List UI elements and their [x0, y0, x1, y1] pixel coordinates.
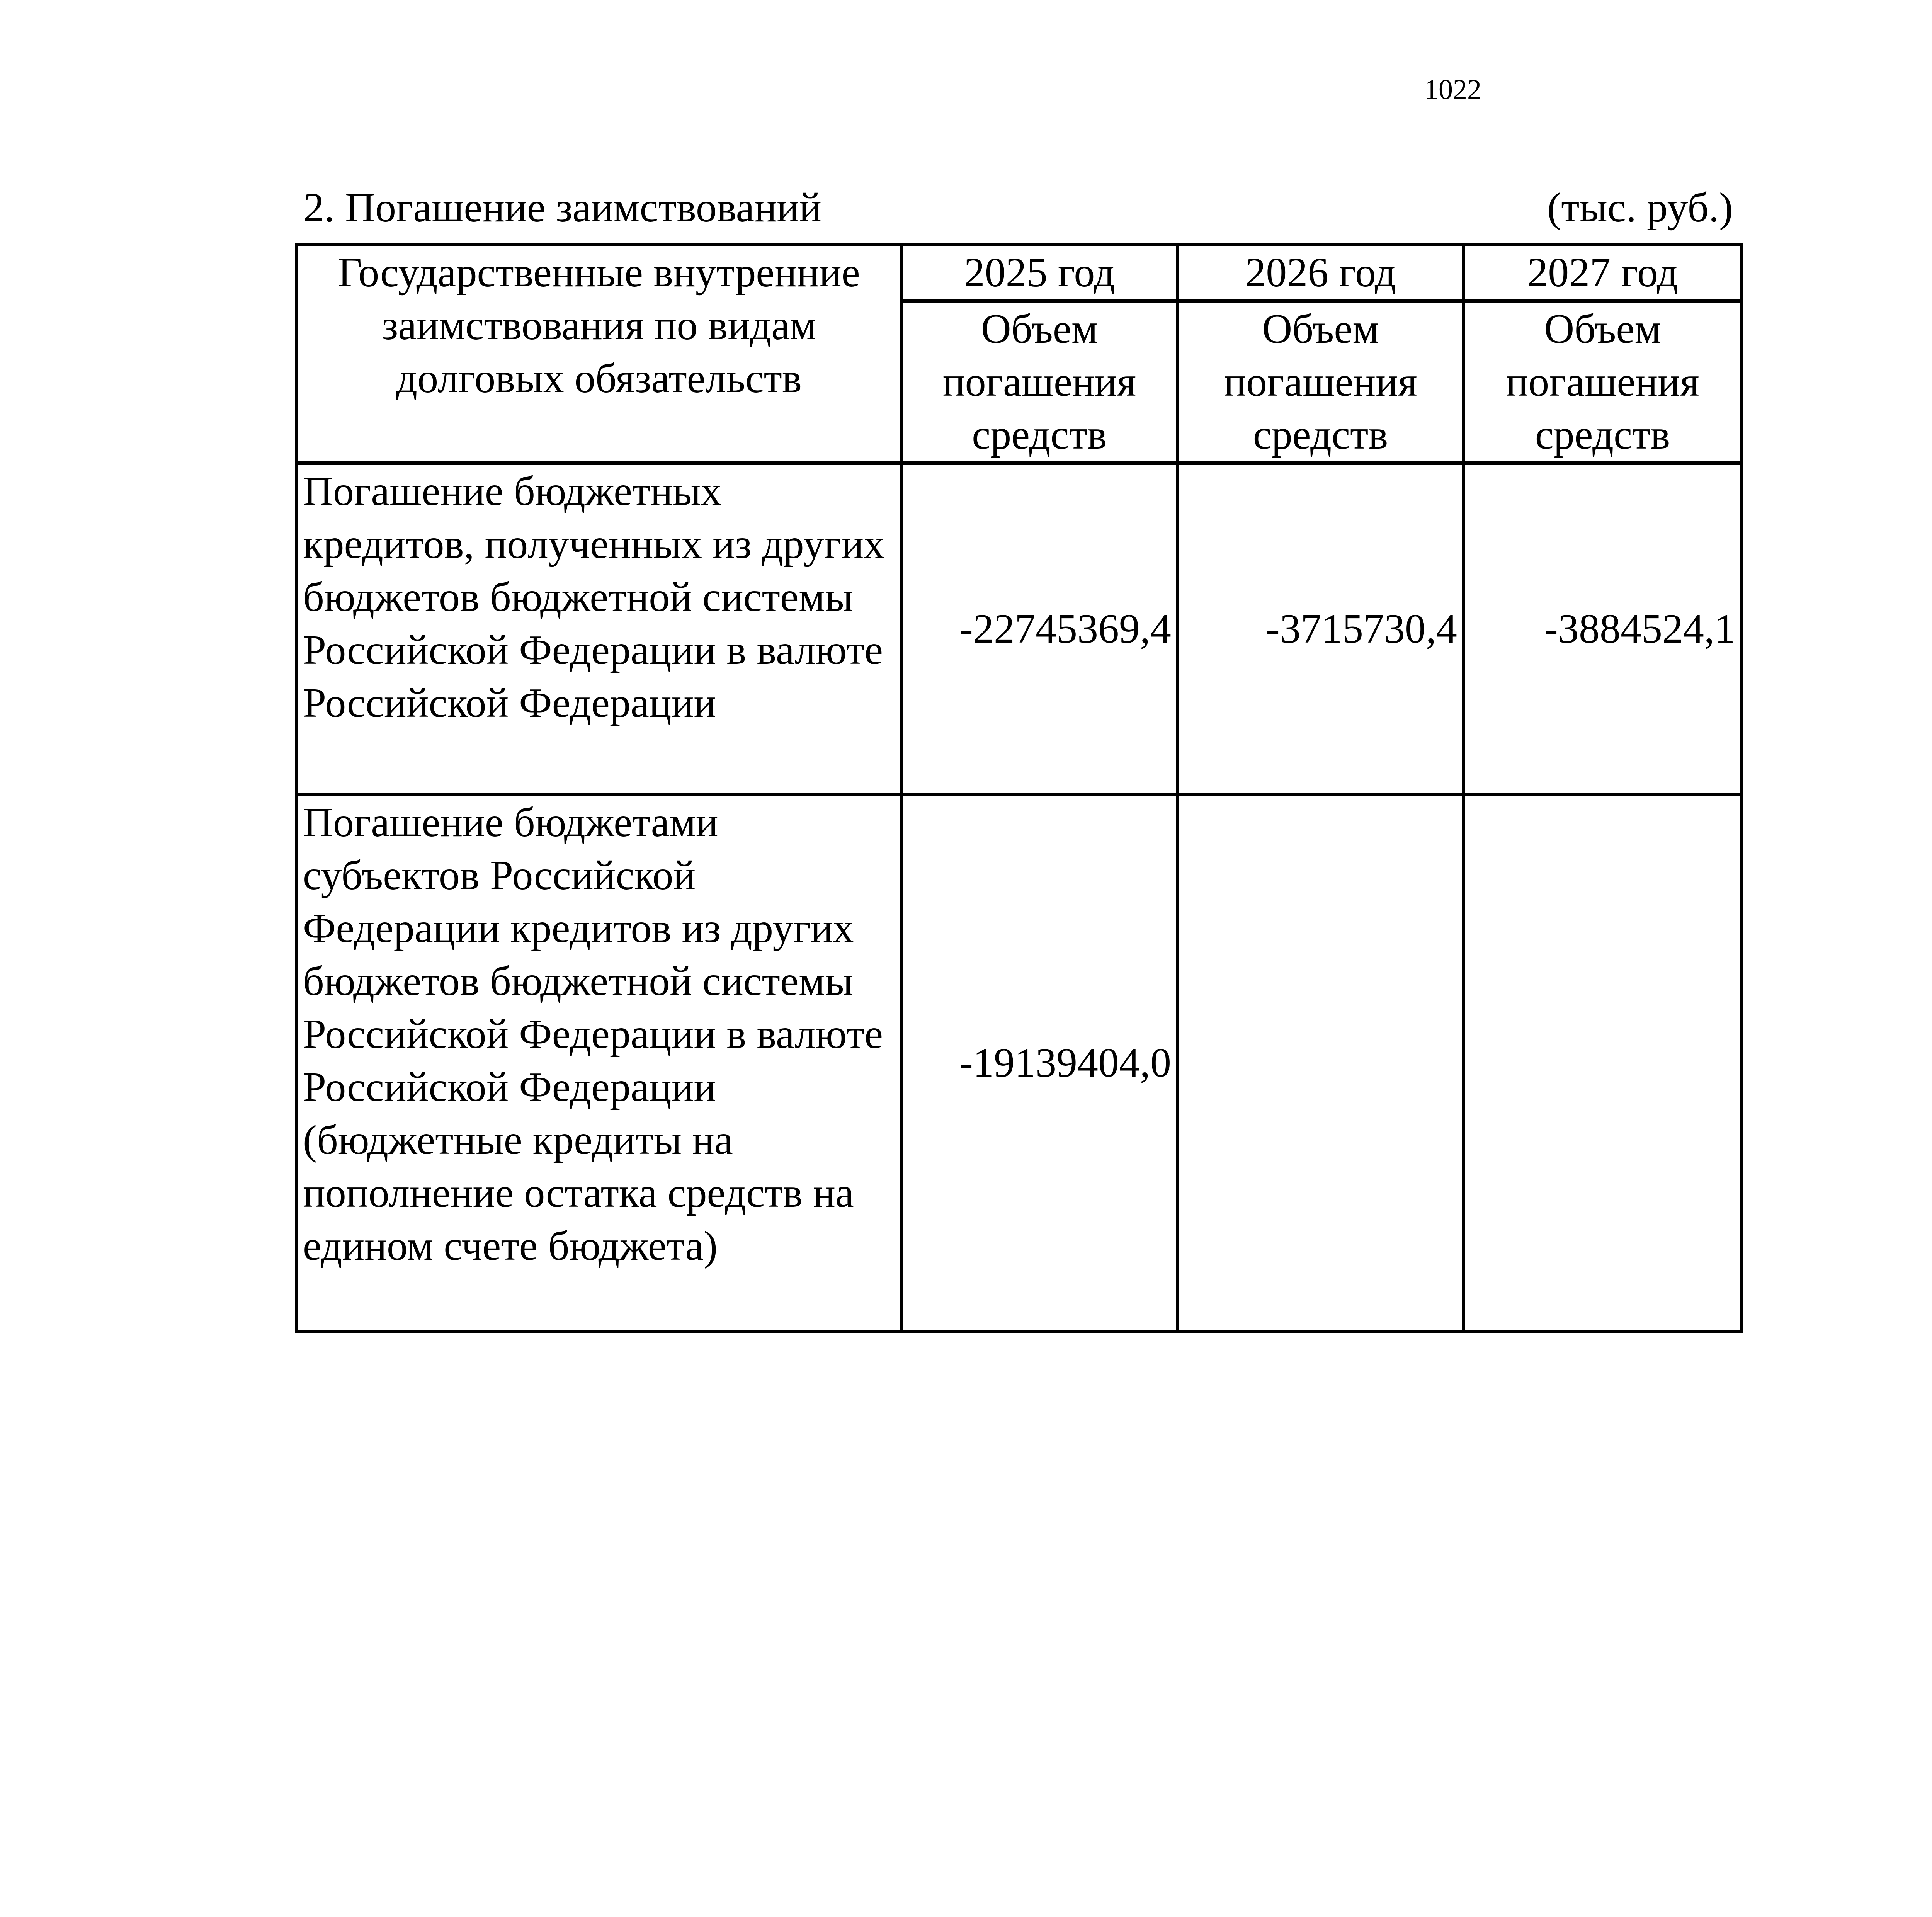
header-repayment-volume-2025: Объем погашения средств: [901, 301, 1178, 463]
table-row: [297, 794, 1742, 1332]
value-2025: -22745369,4: [901, 463, 1178, 794]
header-repayment-volume-2026: Объем погашения средств: [1178, 301, 1464, 463]
value-2027: -3884524,1: [1464, 463, 1742, 794]
value-2025: -19139404,0: [901, 794, 1178, 1332]
section-title: 2. Погашение заимствований: [303, 185, 821, 231]
header-year-2025: 2025 год: [901, 245, 1178, 301]
row-label: Погашение бюджетных кредитов, полученных из других бюджетов бюджетной системы Российской Федерации в валюте Российской Федерации: [297, 463, 901, 794]
header-year-2027: 2027 год: [1464, 245, 1742, 301]
page-number: 1022: [1424, 74, 1481, 105]
value-2026: [1178, 794, 1464, 1332]
table-caption: [303, 185, 1733, 231]
header-debt-type: Государственные внутренние заимствования по видам долговых обязательств: [297, 245, 901, 463]
unit-label: (тыс. руб.): [1547, 185, 1733, 231]
borrowings-repayment-table: [295, 243, 1743, 1333]
header-year-2026: 2026 год: [1178, 245, 1464, 301]
header-repayment-volume-2027: Объем погашения средств: [1464, 301, 1742, 463]
row-label: Погашение бюджетами субъектов Российской Федерации кредитов из других бюджетов бюджетной системы Российской Федерации в валюте Российской Федерации (бюджетные кредиты на пополнение остатка средств на едином счете бюджета): [297, 794, 901, 1332]
value-2026: -3715730,4: [1178, 463, 1464, 794]
value-2027: [1464, 794, 1742, 1332]
header-row-years: [297, 245, 1742, 301]
table-row: [297, 463, 1742, 794]
